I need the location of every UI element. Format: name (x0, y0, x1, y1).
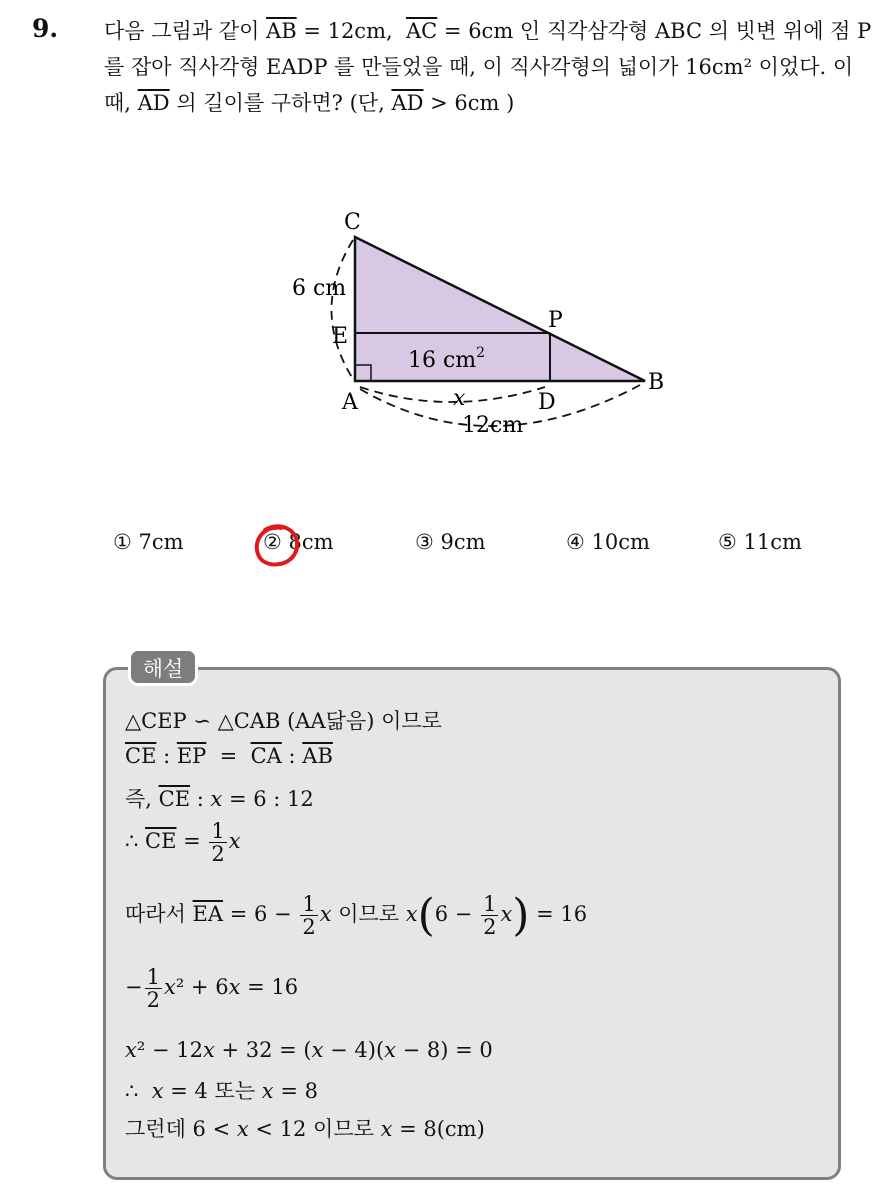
solution-line-4: ∴ $\overline{CE}$ = $\frac{1}{2}$ x (125, 819, 241, 866)
selected-answer-circle-icon (253, 523, 303, 571)
choice-1[interactable]: ① 7cm (113, 530, 184, 554)
label-x: x (453, 386, 466, 411)
solution-line-6: − $\frac{1}{2}$ x² + 6x = 16 (125, 965, 299, 1012)
solution-line-8: ∴ x = 4 또는 x = 8 (125, 1079, 318, 1103)
question-text: 다음 그림과 같이 $\overline{AB} = 12cm$, $\overline{AC} = 6cm$ 인 직각삼각형 ABC 의 빗변 위에 점 P 를 잡아 직사각형 EADP 를 만들었을 때, 이 직사각형의 넓이가 16cm² 이었다. 이 때, $\overline{AD}$ 의 길이를 구하면? (단, $\overline{AD} > 6cm$ ) (104, 19, 872, 115)
label-a: A (342, 390, 358, 415)
label-area: 16 $cm^2$ (408, 345, 486, 373)
solution-line-2: $\overline{CE}$ : $\overline{EP} = \overline{CA}$ : $\overline{AB}$ (125, 744, 333, 768)
solution-line-7: x² − 12x + 32 = (x − 4)(x − 8) = 0 (125, 1038, 493, 1062)
solution-line-5: 따라서 $\overline{EA} = 6$ − $\frac{1}{2}$ x 이므로 x(6 − $\frac{1}{2}$ x) = 16 (125, 890, 588, 941)
arc-6cm (332, 240, 354, 379)
choice-2[interactable]: ② 8cm (263, 530, 334, 554)
answer-choices (0, 530, 884, 570)
solution-line-3: 즉, $\overline{CE}$ : x = 6 : 12 (125, 787, 314, 811)
question-number: 9. (32, 14, 59, 43)
solution-line-1: △CEP ∽ △CAB (AA닮음) 이므로 (125, 709, 442, 733)
choice-3[interactable]: ③ 9cm (415, 530, 486, 554)
choice-4[interactable]: ④ 10cm (566, 530, 650, 554)
solution-line-9: 그런데 6 < x < 12 이므로 x = 8(cm) (125, 1117, 485, 1141)
label-12cm: 12cm (462, 413, 524, 438)
label-e: E (332, 324, 349, 349)
label-d: D (538, 390, 556, 415)
solution-tab: 해설 (128, 648, 198, 686)
label-b: B (648, 370, 665, 395)
label-p: P (548, 308, 563, 333)
triangle-diagram (260, 195, 680, 445)
label-6cm: 6 cm (292, 276, 347, 301)
triangle-abc-fill (355, 237, 645, 381)
label-c: C (344, 210, 361, 235)
choice-5[interactable]: ⑤ 11cm (718, 530, 802, 554)
